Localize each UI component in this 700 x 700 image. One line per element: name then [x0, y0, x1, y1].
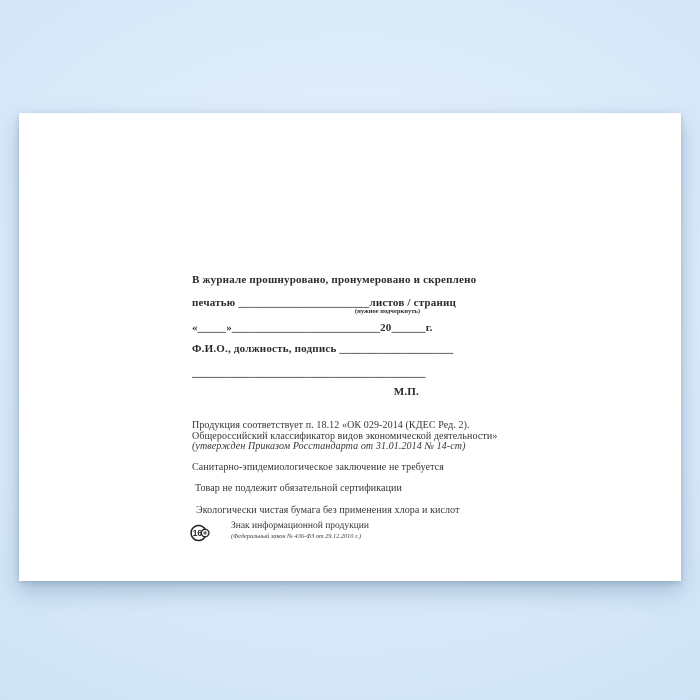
sanitary-statement: Санитарно-эпидемиологическое заключение не требуется	[192, 462, 444, 473]
underline-note: (нужное подчеркнуть)	[354, 308, 420, 315]
age-rating-plus: +	[202, 528, 208, 538]
bound-statement-line: В журнале прошнуровано, пронумеровано и скреплено	[192, 274, 477, 286]
blank-rule-line: _________________________________________	[192, 367, 426, 379]
product-classifier-line3: (утвержден Приказом Росстандарта от 31.01.2014 № 14-ст)	[192, 441, 466, 452]
certification-statement: Товар не подлежит обязательной сертификации	[195, 483, 402, 494]
age-rating-number: 16	[192, 528, 203, 539]
date-line: «_____»__________________________20______г.	[192, 322, 433, 334]
product-classifier-line1: Продукция соответствует п. 18.12 «ОК 029-2014 (КДЕС Ред. 2).	[192, 420, 470, 431]
name-position-signature-line: Ф.И.О., должность, подпись ____________________	[192, 343, 454, 355]
information-sign-title: Знак информационной продукции	[231, 521, 369, 531]
information-sign-row	[190, 522, 369, 547]
information-sign-text	[231, 522, 369, 540]
product-classifier-line2: Общероссийский классификатор видов экономической деятельности»	[192, 431, 498, 442]
seal-sheets-line: печатью _______________________листов / страниц	[192, 297, 457, 309]
information-sign-law: (Федеральный закон № 436-ФЗ от 29.12.2010 г.)	[231, 532, 362, 540]
seal-place-mark: М.П.	[393, 386, 419, 398]
document-page	[19, 113, 681, 581]
ecology-statement: Экологически чистая бумага без применения хлора и кислот	[196, 505, 460, 516]
age-rating-16plus-icon	[190, 524, 210, 547]
